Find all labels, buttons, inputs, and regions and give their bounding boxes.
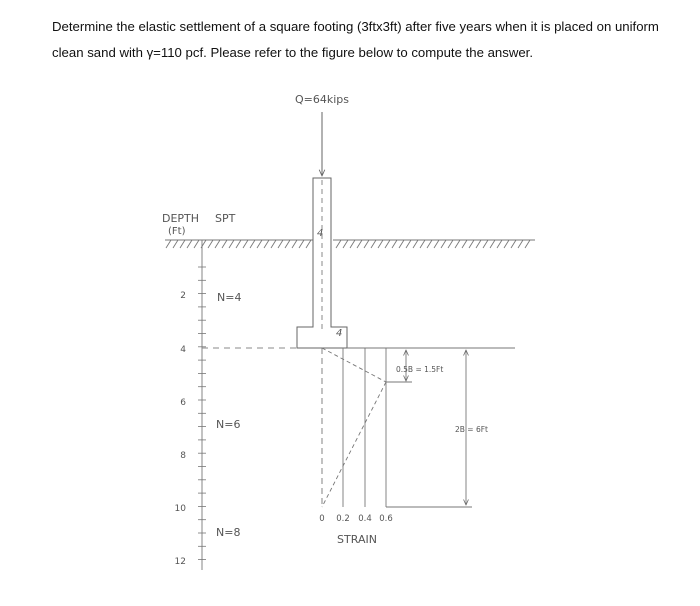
ground-hatch-mark	[299, 240, 304, 248]
ground-hatch-mark	[257, 240, 262, 248]
spt-value-1: N=4	[217, 291, 242, 304]
depth-tick-12: 12	[174, 557, 186, 567]
question-line-2: clean sand with γ=110 pcf. Please refer to the figure below to compute the answer.	[52, 45, 534, 60]
depth-tick-8: 8	[180, 451, 186, 461]
ground-hatch-mark	[250, 240, 255, 248]
ground-hatch-mark	[483, 240, 488, 248]
depth-tick-6: 6	[180, 398, 186, 408]
ground-hatch-mark	[306, 240, 311, 248]
ground-hatch-mark	[434, 240, 439, 248]
ground-hatch-mark	[173, 240, 178, 248]
ground-hatch-mark	[399, 240, 404, 248]
ground-hatch-mark	[427, 240, 432, 248]
ground-hatch-mark	[455, 240, 460, 248]
strain-tick-labels	[319, 514, 392, 524]
ground-hatch-mark	[462, 240, 467, 248]
ground-hatch-mark	[469, 240, 474, 248]
ground-hatch-mark	[271, 240, 276, 248]
ground-hatch-mark	[378, 240, 383, 248]
depth-units: (Ft)	[168, 226, 186, 237]
ground-hatch-mark	[448, 240, 453, 248]
question-line-1: Determine the elastic settlement of a square footing (3ftx3ft) after five years when it is placed on uniform	[52, 19, 659, 34]
strain-label: STRAIN	[337, 533, 377, 546]
ground-hatch-mark	[350, 240, 355, 248]
ground-hatch-mark	[215, 240, 220, 248]
ground-hatch-mark	[476, 240, 481, 248]
ground-hatch-mark	[336, 240, 341, 248]
half-width-label: 0.5B = 1.5Ft	[396, 365, 444, 374]
strain-tick-0: 0	[319, 514, 325, 524]
strain-tick-0-4: 0.4	[358, 514, 372, 524]
spt-header: SPT	[215, 212, 236, 225]
ground-hatch-mark	[194, 240, 199, 248]
spt-value-2: N=6	[216, 418, 241, 431]
ground-hatch-mark	[392, 240, 397, 248]
ground-hatch-mark	[180, 240, 185, 248]
ground-hatch-mark	[497, 240, 502, 248]
footing-label-top: 4	[317, 228, 324, 239]
ground-hatch-mark	[343, 240, 348, 248]
strain-tick-0-2: 0.2	[336, 514, 350, 524]
ground-hatch-mark	[292, 240, 297, 248]
ground-hatch-mark	[504, 240, 509, 248]
ground-hatch-mark	[187, 240, 192, 248]
ground-hatch-mark	[490, 240, 495, 248]
ground-hatch-mark	[264, 240, 269, 248]
ground-hatch-mark	[518, 240, 523, 248]
ground-hatch-mark	[222, 240, 227, 248]
depth-tick-labels	[175, 291, 187, 567]
strain-tick-0-6: 0.6	[379, 514, 393, 524]
strain-diagram	[322, 348, 386, 507]
ground-hatch-mark	[243, 240, 248, 248]
ground-hatch-mark	[278, 240, 283, 248]
depth-tick-10: 10	[174, 504, 186, 514]
ground-surface	[165, 240, 535, 248]
load-label: Q=64kips	[294, 93, 350, 106]
depth-tick-2: 2	[180, 291, 186, 301]
ground-hatch-mark	[385, 240, 390, 248]
ground-hatch-mark	[413, 240, 418, 248]
ground-hatch-mark	[364, 240, 369, 248]
ground-hatch-mark	[441, 240, 446, 248]
ground-hatch-mark	[371, 240, 376, 248]
ground-hatch-mark	[166, 240, 171, 248]
ground-hatch-mark	[236, 240, 241, 248]
ground-hatch-mark	[229, 240, 234, 248]
ground-hatch-mark	[420, 240, 425, 248]
footing-label-bottom: 4	[336, 328, 343, 339]
ground-hatch-mark	[525, 240, 530, 248]
ground-hatch-mark	[357, 240, 362, 248]
ground-hatch-mark	[285, 240, 290, 248]
ground-hatch-mark	[406, 240, 411, 248]
ground-hatch-mark	[511, 240, 516, 248]
two-b-label: 2B = 6Ft	[455, 425, 488, 434]
depth-header: DEPTH	[162, 212, 200, 225]
spt-value-3: N=8	[216, 526, 241, 539]
footing	[297, 178, 347, 348]
ground-hatch-mark	[208, 240, 213, 248]
depth-tick-4: 4	[180, 345, 186, 355]
